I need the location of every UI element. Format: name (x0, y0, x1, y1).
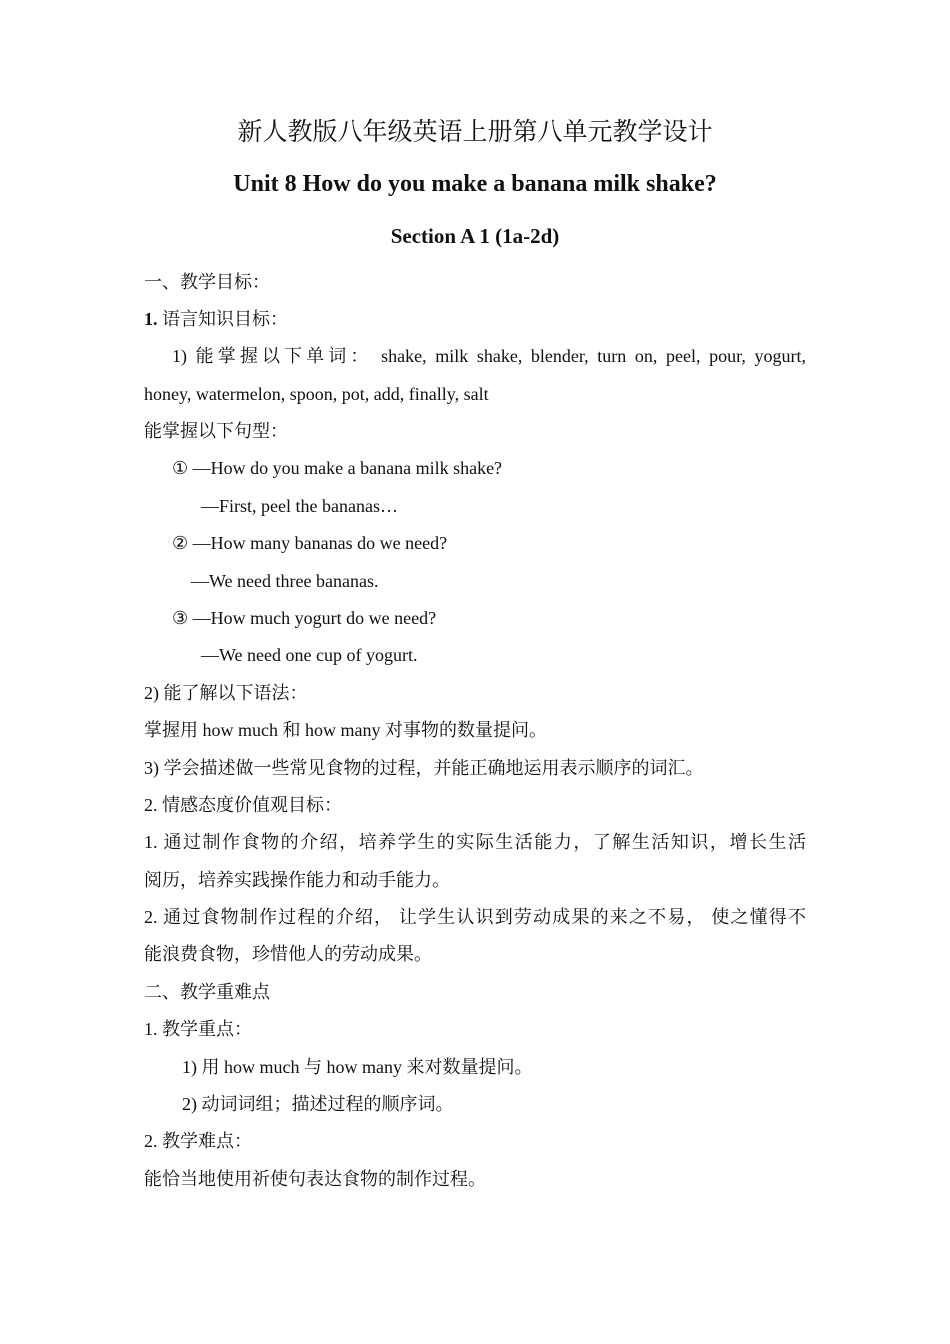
key-point-2: 2) 动词词组；描述过程的顺序词。 (182, 1094, 454, 1114)
key-points-heading: 1. 教学重点： (144, 1019, 252, 1039)
emotion-item-1-line-1: 1. 通过制作食物的介绍，培养学生的实际生活能力，了解生活知识，增长生活 (144, 832, 806, 852)
pattern-2-question: ② —How many bananas do we need? (172, 533, 448, 553)
key-point-1: 1) 用 how much 与 how many 来对数量提问。 (182, 1057, 533, 1077)
pattern-3-answer: —We need one cup of yogurt. (201, 645, 418, 665)
subheading-language-knowledge (144, 307, 288, 331)
vocabulary-line-1: 1) 能掌握以下单词： shake, milk shake, blender, turn on, peel, pour, yogurt, (172, 346, 806, 366)
subheading-number: 1. (144, 309, 158, 329)
subheading-text: 语言知识目标： (157, 309, 288, 329)
sentence-patterns-intro: 能掌握以下句型： (144, 421, 288, 441)
vocabulary-line-2: honey, watermelon, spoon, pot, add, finally, salt (144, 384, 489, 404)
document-title-chinese: 新人教版八年级英语上册第八单元教学设计 (237, 119, 713, 146)
pattern-1-answer: —First, peel the bananas… (201, 496, 398, 516)
difficult-point-text: 能恰当地使用祈使句表达食物的制作过程。 (144, 1169, 486, 1189)
heading-key-difficult-points: 二、教学重难点 (144, 982, 270, 1002)
pattern-2-answer: —We need three bananas. (191, 571, 379, 591)
grammar-heading: 2) 能了解以下语法： (144, 683, 308, 703)
section-title: Section A 1 (1a-2d) (390, 224, 560, 248)
heading-teaching-objectives: 一、教学目标： (144, 272, 270, 292)
emotion-item-2-line-2: 能浪费食物，珍惜他人的劳动成果。 (144, 944, 432, 964)
pattern-1-question: ① —How do you make a banana milk shake? (172, 458, 503, 478)
describe-process-text: 3) 学会描述做一些常见食物的过程，并能正确地运用表示顺序的词汇。 (144, 758, 704, 778)
document-title-english: Unit 8 How do you make a banana milk shake? (233, 171, 717, 197)
pattern-3-question: ③ —How much yogurt do we need? (172, 608, 437, 628)
emotion-item-2-line-1: 2. 通过食物制作过程的介绍， 让学生认识到劳动成果的来之不易， 使之懂得不 (144, 907, 806, 927)
difficult-points-heading: 2. 教学难点： (144, 1131, 252, 1151)
emotion-item-1-line-2: 阅历，培养实践操作能力和动手能力。 (144, 870, 450, 890)
grammar-text: 掌握用 how much 和 how many 对事物的数量提问。 (144, 720, 547, 740)
emotion-values-heading: 2. 情感态度价值观目标： (144, 795, 342, 815)
